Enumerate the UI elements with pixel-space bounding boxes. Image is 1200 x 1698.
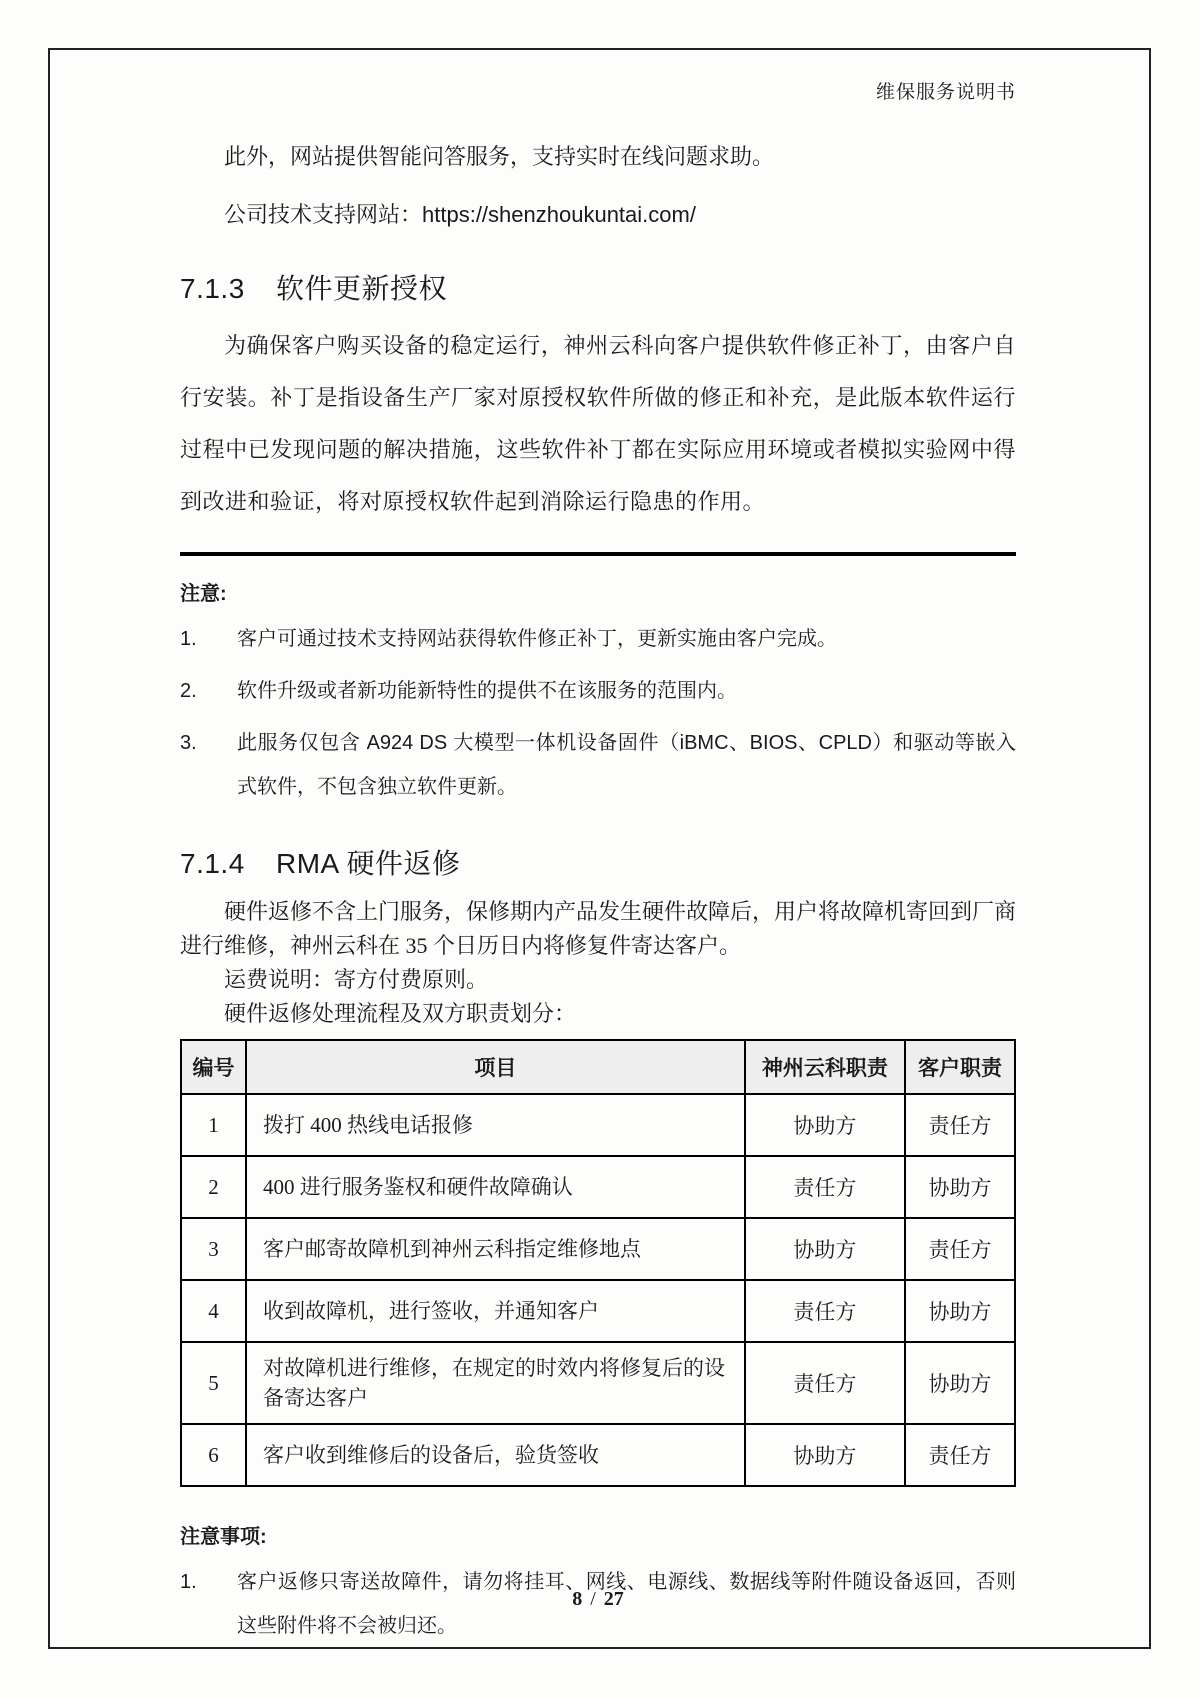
- page-footer: [180, 1588, 1016, 1611]
- table-header-cell: 神州云科职责: [745, 1040, 905, 1094]
- note-item-text: 此服务仅包含 A924 DS 大模型一体机设备固件（iBMC、BIOS、CPLD）和驱动等嵌入式软件，不包含独立软件更新。: [237, 732, 1016, 798]
- support-site-url[interactable]: https://shenzhoukuntai.com/: [422, 202, 696, 227]
- table-cell: 拨打 400 热线电话报修: [246, 1094, 745, 1156]
- table-cell: 责任方: [905, 1094, 1015, 1156]
- table-row: [181, 1218, 1015, 1280]
- table-cell: 1: [181, 1094, 246, 1156]
- table-cell: 责任方: [745, 1280, 905, 1342]
- page-frame: [48, 48, 1151, 1649]
- section-7-1-3-heading: [180, 270, 1016, 308]
- page-content: [180, 50, 1016, 1647]
- divider-rule: [180, 552, 1016, 556]
- table-cell: 协助方: [745, 1424, 905, 1486]
- table-header-cell: 编号: [181, 1040, 246, 1094]
- table-cell: 责任方: [905, 1218, 1015, 1280]
- rma-table-head: [181, 1040, 1015, 1094]
- note-item-text: 软件升级或者新功能新特性的提供不在该服务的范围内。: [237, 680, 737, 702]
- table-cell: 协助方: [905, 1156, 1015, 1218]
- table-cell: 责任方: [905, 1424, 1015, 1486]
- notice-label: 注意事项:: [180, 1526, 267, 1548]
- table-cell: 4: [181, 1280, 246, 1342]
- note-item-text: 客户可通过技术支持网站获得软件修正补丁，更新实施由客户完成。: [237, 628, 837, 650]
- footer-separator: /: [590, 1588, 596, 1610]
- support-site-label: 公司技术支持网站：: [224, 202, 423, 227]
- note-label: 注意:: [180, 583, 227, 605]
- table-cell: 400 进行服务鉴权和硬件故障确认: [246, 1156, 745, 1218]
- table-header-cell: 客户职责: [905, 1040, 1015, 1094]
- section-7-1-4-title: RMA 硬件返修: [276, 848, 461, 879]
- table-cell: 客户收到维修后的设备后，验货签收: [246, 1424, 745, 1486]
- notice-item-text: 客户返修只寄送故障件，请勿将挂耳、网线、电源线、数据线等附件随设备返回，否则这些附件将不会被归还。: [237, 1571, 1016, 1637]
- table-header-cell: 项目: [246, 1040, 745, 1094]
- note-item-number: 3.: [180, 732, 197, 754]
- table-cell: 客户邮寄故障机到神州云科指定维修地点: [246, 1218, 745, 1280]
- table-row: [181, 1094, 1015, 1156]
- table-row: [181, 1156, 1015, 1218]
- table-cell: 协助方: [905, 1280, 1015, 1342]
- note-item-number: 2.: [180, 680, 197, 702]
- table-cell: 3: [181, 1218, 246, 1280]
- note-item: [180, 624, 1016, 661]
- rma-table: [180, 1039, 1016, 1487]
- intro-paragraph-1: 此外，网站提供智能问答服务，支持实时在线问题求助。: [224, 144, 775, 169]
- table-cell: 5: [181, 1342, 246, 1424]
- table-row: [181, 1424, 1015, 1486]
- rma-process-paragraph: 硬件返修处理流程及双方职责划分：: [224, 1001, 577, 1026]
- note-item: [180, 676, 1016, 713]
- table-header-row: [181, 1040, 1015, 1094]
- footer-page-number: 8: [572, 1588, 583, 1610]
- rma-table-body: [181, 1094, 1015, 1486]
- table-cell: 对故障机进行维修，在规定的时效内将修复后的设备寄达客户: [246, 1342, 745, 1424]
- footer-total-pages: 27: [603, 1588, 624, 1610]
- table-cell: 协助方: [905, 1342, 1015, 1424]
- rma-paragraphs: [180, 895, 1016, 1031]
- table-cell: 协助方: [745, 1218, 905, 1280]
- support-site-paragraph: [180, 200, 1016, 230]
- doc-header-title: 维保服务说明书: [875, 82, 1016, 103]
- notice-item-number: 1.: [180, 1571, 197, 1593]
- section-7-1-4-heading: [180, 845, 1016, 883]
- table-row: [181, 1280, 1015, 1342]
- table-cell: 责任方: [745, 1342, 905, 1424]
- table-cell: 6: [181, 1424, 246, 1486]
- section-7-1-3-title: 软件更新授权: [276, 273, 448, 304]
- rma-shipping-paragraph: 运费说明：寄方付费原则。: [224, 967, 489, 992]
- table-cell: 协助方: [745, 1094, 905, 1156]
- table-cell: 2: [181, 1156, 246, 1218]
- table-cell: 责任方: [745, 1156, 905, 1218]
- note-item: [180, 728, 1016, 809]
- table-cell: 收到故障机，进行签收，并通知客户: [246, 1280, 745, 1342]
- table-row: [181, 1342, 1015, 1424]
- section-7-1-3-body: 为确保客户购买设备的稳定运行，神州云科向客户提供软件修正补丁，由客户自行安装。补丁是指设备生产厂家对原授权软件所做的修正和补充，是此版本软件运行过程中已发现问题的解决措施，这些软件补丁都在实际应用环境或者模拟实验网中得到改进和验证，将对原授权软件起到消除运行隐患的作用。: [180, 333, 1016, 514]
- note-item-number: 1.: [180, 628, 197, 650]
- section-7-1-4-number: 7.1.4: [180, 848, 245, 879]
- rma-paragraph-1: 硬件返修不含上门服务，保修期内产品发生硬件故障后，用户将故障机寄回到厂商进行维修，神州云科在 35 个日历日内将修复件寄达客户。: [180, 899, 1017, 958]
- note-list: [180, 624, 1016, 809]
- section-7-1-3-number: 7.1.3: [180, 273, 245, 304]
